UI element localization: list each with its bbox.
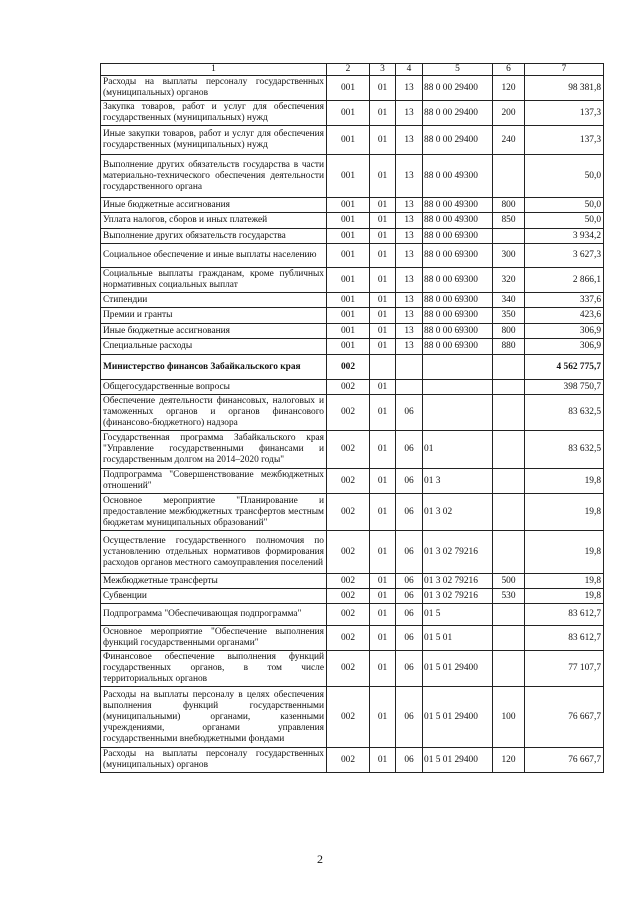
row-pr-cell: 06 [396,626,423,651]
row-rz-cell: 01 [370,126,396,155]
table-row [101,324,604,339]
row-rz-cell: 01 [370,469,396,494]
row-name-cell: Расходы на выплаты персоналу государственных (муниципальных) органов [101,76,327,101]
row-name-cell: Межбюджетные трансферты [101,574,327,589]
row-name-cell: Расходы на выплаты персоналу государственных (муниципальных) органов [101,748,327,773]
row-vr-cell [493,355,525,380]
row-vr-cell: 120 [493,76,525,101]
row-amount-cell: 98 381,8 [525,76,604,101]
row-vr-cell: 850 [493,213,525,229]
row-pr-cell [396,380,423,395]
row-ved-cell: 002 [327,626,370,651]
table-row [101,687,604,748]
row-name-cell: Социальное обеспечение и иные выплаты населению [101,244,327,268]
row-name-cell: Стипендии [101,293,327,308]
row-name-cell: Выполнение других обязательств государства в части материально-технического обеспечения деятельности государственного органа [101,155,327,198]
col-header-ved: 2 [327,64,370,76]
row-target-cell: 88 0 00 49300 [423,198,493,213]
row-amount-cell: 4 562 775,7 [525,355,604,380]
row-pr-cell: 06 [396,395,423,431]
col-header-pr: 4 [396,64,423,76]
row-target-cell: 88 0 00 49300 [423,155,493,198]
row-rz-cell: 01 [370,339,396,355]
row-amount-cell: 50,0 [525,155,604,198]
row-vr-cell: 800 [493,324,525,339]
row-name-cell: Основное мероприятие "Планирование и предоставление межбюджетных трансфертов местным бюджетам муниципальных образований" [101,494,327,531]
row-rz-cell: 01 [370,76,396,101]
table-row [101,229,604,244]
row-amount-cell: 19,8 [525,589,604,604]
row-pr-cell: 13 [396,339,423,355]
row-vr-cell [493,380,525,395]
row-ved-cell: 002 [327,748,370,773]
row-pr-cell: 13 [396,308,423,324]
row-pr-cell: 06 [396,469,423,494]
row-target-cell: 88 0 00 69300 [423,268,493,293]
row-pr-cell: 13 [396,213,423,229]
table-row [101,101,604,126]
row-target-cell: 88 0 00 29400 [423,126,493,155]
row-vr-cell [493,651,525,687]
row-ved-cell: 002 [327,494,370,531]
row-rz-cell: 01 [370,198,396,213]
table-row [101,308,604,324]
row-ved-cell: 002 [327,469,370,494]
row-ved-cell: 001 [327,126,370,155]
row-amount-cell: 3 627,3 [525,244,604,268]
row-ved-cell: 001 [327,244,370,268]
row-rz-cell: 01 [370,101,396,126]
row-target-cell: 01 5 01 [423,626,493,651]
row-rz-cell: 01 [370,244,396,268]
table-row [101,380,604,395]
table-row [101,155,604,198]
row-name-cell: Премии и гранты [101,308,327,324]
table-row [101,395,604,431]
row-rz-cell: 01 [370,431,396,469]
row-target-cell: 01 3 02 [423,494,493,531]
row-target-cell: 01 5 01 29400 [423,748,493,773]
row-name-cell: Финансовое обеспечение выполнения функций государственных органов, в том числе территориальных органов [101,651,327,687]
table-row [101,355,604,380]
row-target-cell: 88 0 00 29400 [423,76,493,101]
row-pr-cell: 06 [396,431,423,469]
row-amount-cell: 306,9 [525,324,604,339]
row-name-cell: Основное мероприятие "Обеспечение выполнения функций государственными органами" [101,626,327,651]
row-name-cell: Иные бюджетные ассигнования [101,324,327,339]
row-vr-cell: 300 [493,244,525,268]
table-row [101,626,604,651]
row-rz-cell: 01 [370,229,396,244]
row-name-cell: Осуществление государственного полномочия по установлению отдельных нормативов формирования расходов органов местного самоуправления поселений [101,531,327,574]
row-vr-cell [493,229,525,244]
table-row [101,293,604,308]
row-amount-cell: 423,6 [525,308,604,324]
page-number: 2 [317,852,323,866]
row-amount-cell: 2 866,1 [525,268,604,293]
row-target-cell: 88 0 00 49300 [423,213,493,229]
row-ved-cell: 002 [327,589,370,604]
row-rz-cell: 01 [370,531,396,574]
row-pr-cell: 13 [396,76,423,101]
row-name-cell: Уплата налогов, сборов и иных платежей [101,213,327,229]
row-amount-cell: 398 750,7 [525,380,604,395]
table-row [101,76,604,101]
row-rz-cell: 01 [370,155,396,198]
row-pr-cell: 13 [396,126,423,155]
row-rz-cell: 01 [370,268,396,293]
table-row [101,339,604,355]
table-row [101,213,604,229]
row-pr-cell: 06 [396,651,423,687]
row-ved-cell: 001 [327,308,370,324]
row-rz-cell: 01 [370,213,396,229]
row-name-cell: Обеспечение деятельности финансовых, налоговых и таможенных органов и органов финансового (финансово-бюджетного) надзора [101,395,327,431]
row-vr-cell: 800 [493,198,525,213]
table-row [101,531,604,574]
row-target-cell [423,395,493,431]
row-vr-cell [493,531,525,574]
row-target-cell: 88 0 00 69300 [423,293,493,308]
table-row [101,431,604,469]
row-amount-cell: 137,3 [525,101,604,126]
row-name-cell: Государственная программа Забайкальского края "Управление государственными финансами и государственным долгом на 2014–2020 годы" [101,431,327,469]
row-name-cell: Общегосударственные вопросы [101,380,327,395]
row-target-cell: 88 0 00 69300 [423,339,493,355]
table-row [101,198,604,213]
row-vr-cell: 500 [493,574,525,589]
row-target-cell: 01 5 01 29400 [423,687,493,748]
row-rz-cell: 01 [370,589,396,604]
row-vr-cell: 880 [493,339,525,355]
table-row [101,574,604,589]
row-target-cell: 01 3 02 79216 [423,574,493,589]
row-pr-cell [396,355,423,380]
row-vr-cell: 240 [493,126,525,155]
table-header-row [101,64,604,76]
row-amount-cell: 83 632,5 [525,431,604,469]
table-row [101,126,604,155]
row-pr-cell: 06 [396,687,423,748]
row-target-cell: 88 0 00 29400 [423,101,493,126]
row-target-cell: 01 3 02 79216 [423,531,493,574]
row-target-cell: 88 0 00 69300 [423,229,493,244]
row-name-cell: Социальные выплаты гражданам, кроме публичных нормативных социальных выплат [101,268,327,293]
row-amount-cell: 306,9 [525,339,604,355]
row-amount-cell: 19,8 [525,469,604,494]
row-amount-cell: 83 632,5 [525,395,604,431]
row-amount-cell: 50,0 [525,198,604,213]
row-pr-cell: 13 [396,198,423,213]
row-amount-cell: 3 934,2 [525,229,604,244]
row-vr-cell [493,155,525,198]
row-target-cell: 01 [423,431,493,469]
table-row [101,589,604,604]
row-pr-cell: 13 [396,229,423,244]
row-target-cell: 01 3 [423,469,493,494]
row-rz-cell: 01 [370,380,396,395]
row-rz-cell [370,355,396,380]
row-ved-cell: 002 [327,531,370,574]
row-pr-cell: 06 [396,604,423,626]
row-name-cell: Министерство финансов Забайкальского края [101,355,327,380]
row-ved-cell: 001 [327,339,370,355]
row-vr-cell [493,604,525,626]
row-target-cell [423,355,493,380]
table-row [101,244,604,268]
col-header-vr: 6 [493,64,525,76]
row-rz-cell: 01 [370,494,396,531]
row-pr-cell: 13 [396,101,423,126]
row-amount-cell: 19,8 [525,494,604,531]
row-target-cell: 88 0 00 69300 [423,324,493,339]
row-vr-cell: 350 [493,308,525,324]
row-name-cell: Субвенции [101,589,327,604]
row-ved-cell: 002 [327,651,370,687]
row-pr-cell: 06 [396,748,423,773]
col-header-tgt: 5 [423,64,493,76]
row-name-cell: Специальные расходы [101,339,327,355]
row-ved-cell: 001 [327,198,370,213]
row-pr-cell: 13 [396,324,423,339]
row-ved-cell: 002 [327,380,370,395]
row-pr-cell: 06 [396,574,423,589]
row-ved-cell: 002 [327,687,370,748]
row-rz-cell: 01 [370,748,396,773]
row-pr-cell: 06 [396,589,423,604]
row-rz-cell: 01 [370,604,396,626]
row-name-cell: Подпрограмма "Совершенствование межбюджетных отношений" [101,469,327,494]
row-amount-cell: 83 612,7 [525,604,604,626]
row-pr-cell: 06 [396,494,423,531]
row-ved-cell: 001 [327,229,370,244]
row-pr-cell: 13 [396,155,423,198]
row-rz-cell: 01 [370,651,396,687]
row-rz-cell: 01 [370,687,396,748]
row-ved-cell: 001 [327,155,370,198]
row-name-cell: Расходы на выплаты персоналу в целях обеспечения выполнения функций государственными (муниципальными) органами, казенными учреждениями, органами управления государственными внебюджетными фондами [101,687,327,748]
row-name-cell: Выполнение других обязательств государства [101,229,327,244]
row-amount-cell: 83 612,7 [525,626,604,651]
row-vr-cell [493,626,525,651]
row-vr-cell [493,431,525,469]
row-amount-cell: 76 667,7 [525,687,604,748]
row-ved-cell: 002 [327,355,370,380]
row-ved-cell: 001 [327,76,370,101]
row-target-cell: 88 0 00 69300 [423,244,493,268]
row-rz-cell: 01 [370,308,396,324]
row-target-cell: 01 5 01 29400 [423,651,493,687]
row-vr-cell [493,469,525,494]
row-pr-cell: 13 [396,268,423,293]
budget-table [100,63,604,773]
row-rz-cell: 01 [370,574,396,589]
row-name-cell: Подпрограмма "Обеспечивающая подпрограмма" [101,604,327,626]
table-row [101,651,604,687]
row-rz-cell: 01 [370,395,396,431]
row-rz-cell: 01 [370,293,396,308]
row-vr-cell: 530 [493,589,525,604]
table-row [101,604,604,626]
table-row [101,469,604,494]
row-amount-cell: 76 667,7 [525,748,604,773]
row-vr-cell: 320 [493,268,525,293]
row-ved-cell: 002 [327,574,370,589]
row-pr-cell: 06 [396,531,423,574]
row-rz-cell: 01 [370,324,396,339]
row-pr-cell: 13 [396,293,423,308]
row-amount-cell: 77 107,7 [525,651,604,687]
row-ved-cell: 001 [327,324,370,339]
row-target-cell: 01 5 [423,604,493,626]
col-header-rz: 3 [370,64,396,76]
col-header-amount: 7 [525,64,604,76]
row-rz-cell: 01 [370,626,396,651]
row-amount-cell: 337,6 [525,293,604,308]
row-vr-cell [493,494,525,531]
table-row [101,268,604,293]
row-name-cell: Закупка товаров, работ и услуг для обеспечения государственных (муниципальных) нужд [101,101,327,126]
row-amount-cell: 19,8 [525,531,604,574]
table-row [101,494,604,531]
row-ved-cell: 002 [327,604,370,626]
row-target-cell [423,380,493,395]
row-pr-cell: 13 [396,244,423,268]
row-ved-cell: 001 [327,268,370,293]
row-ved-cell: 002 [327,395,370,431]
row-amount-cell: 137,3 [525,126,604,155]
col-header-name: 1 [101,64,327,76]
row-vr-cell: 340 [493,293,525,308]
table-row [101,748,604,773]
table-body [101,76,604,773]
row-amount-cell: 50,0 [525,213,604,229]
row-vr-cell [493,395,525,431]
row-target-cell: 88 0 00 69300 [423,308,493,324]
row-amount-cell: 19,8 [525,574,604,589]
row-name-cell: Иные закупки товаров, работ и услуг для обеспечения государственных (муниципальных) нужд [101,126,327,155]
row-vr-cell: 200 [493,101,525,126]
row-vr-cell: 100 [493,687,525,748]
row-ved-cell: 002 [327,431,370,469]
row-ved-cell: 001 [327,101,370,126]
row-name-cell: Иные бюджетные ассигнования [101,198,327,213]
row-target-cell: 01 3 02 79216 [423,589,493,604]
row-vr-cell: 120 [493,748,525,773]
row-ved-cell: 001 [327,293,370,308]
row-ved-cell: 001 [327,213,370,229]
